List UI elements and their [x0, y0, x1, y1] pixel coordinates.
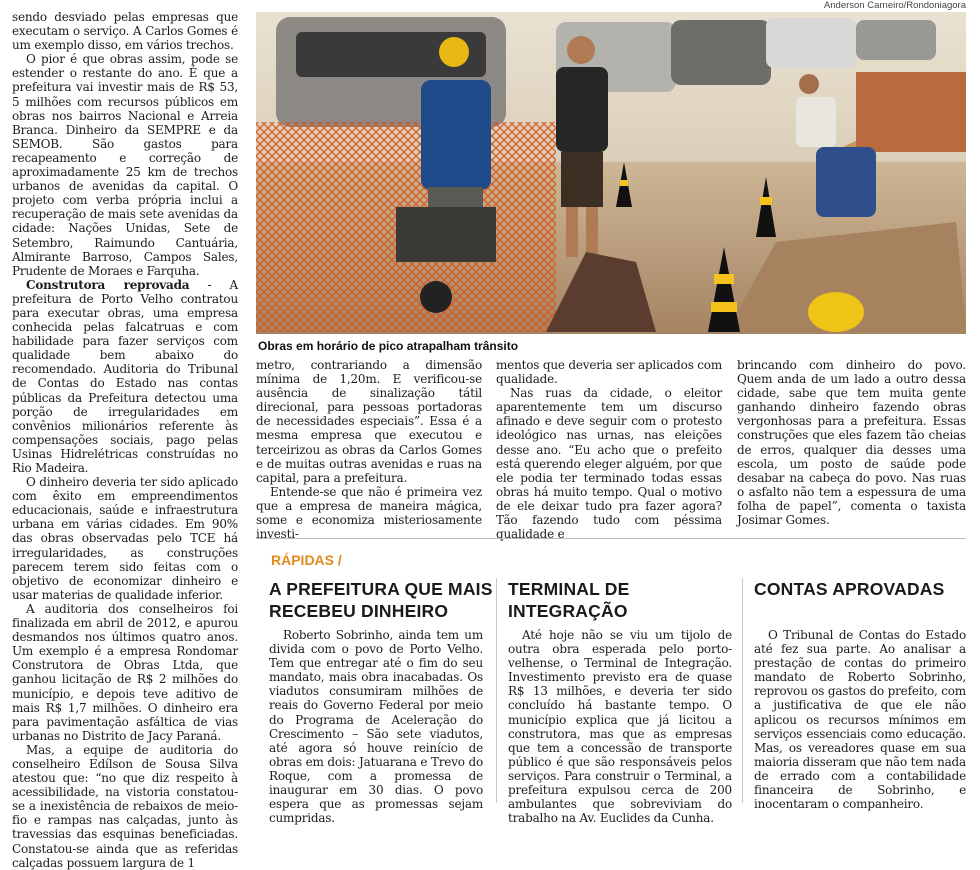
subheading-construtora-reprovada: Construtora reprovada	[26, 277, 190, 292]
paragraph: mentos que deveria ser aplicados com qualidade.	[496, 358, 722, 387]
paragraph: Roberto Sobrinho, ainda tem um divida com o povo de Porto Velho. Tem que entregar até o fim do seu mandato, mais obra inacabadas. Os viadutos consumiram milhões de reais do Governo Federal por meio do Programa de Aceleração do Crescimento – São sete viadutos, até agora só houve reinício de obras em dois: Jatuarana e Trevo do Roque, com a promessa de inaugurar em 30 dias. O povo espera que as promessas sejam cumpridas.	[269, 628, 483, 826]
rapidas-heading-2: TERMINAL DE INTEGRAÇÃO	[508, 579, 630, 621]
paragraph: metro, contrariando a dimensão mínima de 1,20m. E verificou-se ausência de sinalização tátil direcional, para pessoas portadoras de necessidades especiais”. Essa é a mesma empresa que executou e terceirizou as obras da Carlos Gomes e de muitas outras avenidas e ruas na capital, para a prefeitura.	[256, 358, 482, 485]
news-photo	[256, 12, 966, 334]
paragraph-text: - A prefeitura de Porto Velho contratou para executar obras, uma empresa conhecida pelas falcatruas e com habilidade para fazer serviços com qualidade bem abaixo do recomendado. Auditoria do Tribunal de Contas do Estado nas contas públicas da Prefeitura detectou uma porção de irregularidades em convênios milionários referente às compensações sociais, pago pelas Usinas Hidrelétricas construídas no Rio Madeira.	[12, 277, 238, 475]
rapidas-body-3	[754, 628, 966, 811]
photo-caption: Obras em horário de pico atrapalham trânsito	[258, 339, 519, 353]
rapidas-body-2	[508, 628, 732, 825]
rapidas-heading-1: A PREFEITURA QUE MAIS RECEBEU DINHEIRO	[269, 579, 493, 621]
article-column-2	[256, 358, 482, 541]
column-divider	[496, 578, 497, 803]
paragraph: O Tribunal de Contas do Estado até fez sua parte. Ao analisar a prestação de contas do primeiro mandato de Roberto Sobrinho, reprovou os gastos do prefeito, com a justificativa de que ele não aplicou os recursos mínimos em serviços essenciais como educação. Mas, os vereadores quase em sua maioria disseram que não tem nada de errado com a contabilidade financeira de Sobrinho, e inocentaram o companheiro.	[754, 628, 966, 812]
column-divider	[742, 578, 743, 803]
rapidas-body-1	[269, 628, 483, 825]
paragraph: Nas ruas da cidade, o eleitor aparentemente tem um discurso afinado e deve seguir com o protesto ideológico nas urnas, nas eleições desse ano. “Eu acho que o prefeito está querendo eleger alguém, por que ele podia ter terminado todas essas obras há muito tempo. Qual o motivo de ele deixar tudo pra fazer agora? Tão fazendo tudo com péssima qualidade e	[496, 386, 722, 542]
paragraph: Mas, a equipe de auditoria do conselheiro Edílson de Sousa Silva atestou que: “no que diz respeito à acessibilidade, na vistoria constatou-se a inexistência de rebaixos de meio-fio e rampas nas calçadas, junto às travessias das esquinas beneficiadas. Constatou-se ainda que as referidas calçadas possuem largura de 1	[12, 742, 238, 870]
street-works-image	[256, 12, 966, 334]
left-column	[12, 10, 238, 870]
article-column-4	[737, 358, 966, 527]
paragraph: brincando com dinheiro do povo. Quem anda de um lado a outro dessa cidade, sabe que tem muita gente ganhando dinheiro fazendo obras vergonhosas para a prefeitura. Essas construções que eles fazem tão cheias de erros, qualquer dia desses uma escola, um posto de saúde pode desabar na cabeça do povo. Nas ruas o asfalto não tem a espessura de uma folha de papel”, comenta o taxista Josimar Gomes.	[737, 358, 966, 528]
rapidas-label: RÁPIDAS /	[271, 552, 342, 568]
paragraph: Até hoje não se viu um tijolo de outra obra esperada pelo porto-velhense, o Terminal de Integração. Investimento previsto era de quase R$ 13 milhões, e deveria ter sido concluído há bastante tempo. O município explica que já licitou a construtora, mas que as empresas que tem a concessão de transporte público é que são responsáveis pelos serviços. Para construir o Terminal, a prefeitura expulsou cerca de 200 ambulantes que sobreviviam do trabalho na Av. Euclides da Cunha.	[508, 628, 732, 826]
paragraph: Entende-se que não é primeira vez que a empresa de maneira mágica, some e economiza misteriosamente investi-	[256, 484, 482, 542]
paragraph: A auditoria dos conselheiros foi finalizada em abril de 2012, e apurou desmandos nos últimos quatro anos. Um exemplo é a empresa Rondomar Construtora de Obras Ltda, que ganhou licitação de R$ 2 milhões do município, e depois teve aditivo de mais R$ 1,7 milhões. O dinheiro era para pavimentação asfáltica de vias urbanas no Distrito de Jacy Paraná.	[12, 601, 238, 743]
paragraph: sendo desviado pelas empresas que executam o serviço. A Carlos Gomes é um exemplo disso, em vários trechos.	[12, 10, 238, 53]
rapidas-heading-3: CONTAS APROVADAS	[754, 579, 945, 599]
paragraph: O pior é que obras assim, pode se estender o restante do ano. É que a prefeitura vai investir mais de R$ 53, 5 milhões com recursos públicos em obras nos bairros Nacional e Arreia Branca. Dinheiro da SEMPRE e da SEMOB. São gastos para recapeamento e correção de aproximadamente 25 km de trechos urbanos de avenidas da capital. O projeto com verba própria inclui a recuperação de mais sete avenidas da cidade: Nações Unidas, Sete de Setembro, Raimundo Cantuária, Almirante Barroso, Campos Sales, Prudente de Moraes e Farquha.	[12, 52, 238, 278]
article-column-3	[496, 358, 722, 541]
paragraph: O dinheiro deveria ter sido aplicado com êxito em empreendimentos educacionais, saúde e infraestrutura urbana em várias cidades. Em 90% das obras observadas pelo TCE há irregularidades, as construções parecem terem sido feitas com o objetivo de economizar dinheiro e usar materias de qualidade inferior.	[12, 475, 238, 602]
paragraph	[12, 278, 238, 475]
photo-credit: Anderson Carneiro/Rondoniagora	[823, 0, 966, 11]
